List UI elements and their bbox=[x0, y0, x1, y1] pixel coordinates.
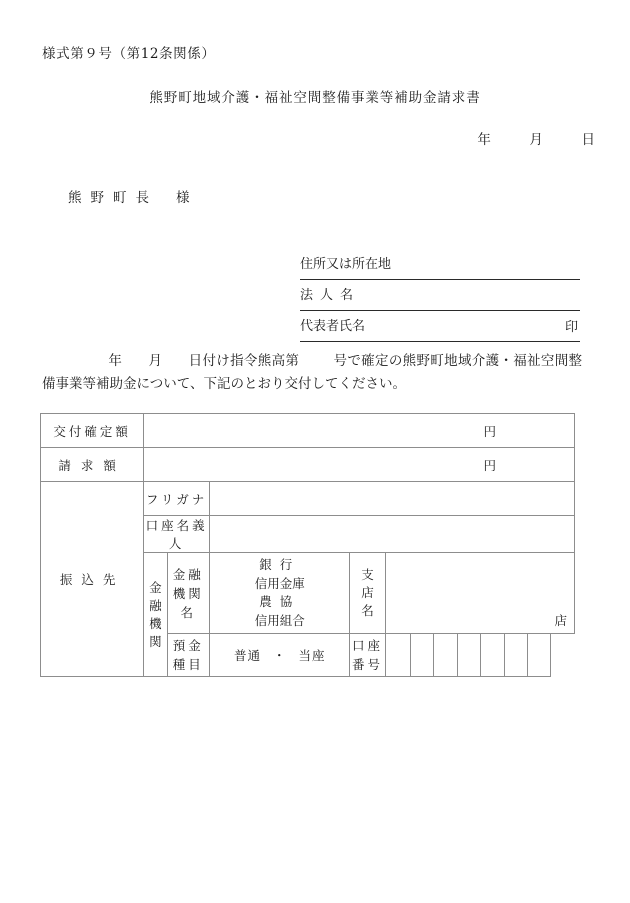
account-holder-value[interactable] bbox=[210, 516, 575, 553]
deposit-line-1: 預金 bbox=[172, 638, 204, 653]
account-number-digit[interactable] bbox=[411, 634, 434, 677]
claim-amount-value[interactable] bbox=[144, 448, 575, 482]
account-number-digit[interactable] bbox=[504, 634, 527, 677]
branch-char-1: 支 bbox=[361, 567, 374, 582]
deposit-option-separator: ・ bbox=[273, 648, 287, 663]
date-day: 日 bbox=[581, 132, 595, 148]
table-row bbox=[41, 482, 575, 516]
deposit-type-options[interactable] bbox=[210, 634, 350, 677]
determined-amount-label: 交付確定額 bbox=[41, 414, 144, 448]
date-line bbox=[0, 128, 595, 148]
transfer-destination-label: 振込先 bbox=[41, 482, 144, 677]
account-number-digit[interactable] bbox=[481, 634, 504, 677]
inst-line-3: 名 bbox=[180, 604, 197, 620]
addressee bbox=[68, 186, 199, 206]
page-title: 熊野町地域介護・福祉空間整備事業等補助金請求書 bbox=[149, 90, 481, 106]
address-label: 住所又は所在地 bbox=[300, 257, 392, 272]
corporation-name-field[interactable] bbox=[300, 283, 580, 311]
furigana-label: フリガナ bbox=[144, 482, 210, 516]
seal-icon: 印 bbox=[564, 320, 578, 335]
account-holder-label: 口座名義人 bbox=[144, 516, 210, 553]
representative-name-label: 代表者氏名 bbox=[300, 319, 366, 334]
branch-name-label bbox=[350, 553, 385, 634]
deposit-option-ordinary[interactable]: 普通 bbox=[234, 648, 262, 663]
fi-char-2: 融 bbox=[149, 597, 162, 613]
inst-line-1: 金融 bbox=[172, 566, 204, 582]
applicant-signature-block bbox=[300, 252, 580, 342]
branch-char-3: 名 bbox=[361, 603, 374, 618]
account-number-digit[interactable] bbox=[457, 634, 480, 677]
corporation-name-label: 法人名 bbox=[300, 288, 361, 303]
body-order-prefix: 日付け指令熊高第 bbox=[188, 353, 300, 369]
body-year: 年 bbox=[108, 353, 123, 369]
acct-line-2: 番号 bbox=[352, 657, 384, 672]
account-number-digit[interactable] bbox=[434, 634, 457, 677]
fi-char-1: 金 bbox=[149, 579, 162, 595]
fi-char-4: 関 bbox=[149, 633, 162, 649]
branch-char-2: 店 bbox=[361, 585, 374, 600]
bank-type-option-noukyo: 農協 bbox=[259, 594, 301, 609]
institution-name-label-lines bbox=[168, 565, 210, 622]
bank-type-option-shinkin: 信用金庫 bbox=[254, 575, 305, 591]
representative-name-field[interactable] bbox=[300, 314, 580, 342]
branch-name-input[interactable] bbox=[385, 553, 574, 634]
addressee-name: 熊野町長 bbox=[68, 190, 158, 206]
body-order-suffix: 号で確定の熊野町地域介護・福祉空間整備事業等補助金について、下記のとおり交付してください。 bbox=[42, 353, 583, 392]
bank-type-option-bank: 銀行 bbox=[259, 557, 301, 572]
date-year: 年 bbox=[477, 132, 491, 148]
branch-name-label-chars bbox=[350, 566, 384, 620]
addressee-honorific: 様 bbox=[176, 190, 199, 206]
account-number-digit[interactable] bbox=[528, 634, 551, 677]
claim-amount-label: 請求額 bbox=[41, 448, 144, 482]
deposit-option-current[interactable]: 当座 bbox=[298, 648, 326, 663]
account-number-label bbox=[350, 634, 385, 677]
determined-amount-value[interactable] bbox=[144, 414, 575, 448]
claim-table bbox=[40, 413, 575, 677]
financial-institution-label bbox=[144, 553, 167, 677]
date-month: 月 bbox=[529, 132, 543, 148]
deposit-type-label-lines bbox=[168, 636, 210, 674]
deposit-line-2: 種目 bbox=[172, 657, 204, 672]
table-row bbox=[41, 414, 575, 448]
account-number-digit[interactable] bbox=[385, 634, 411, 677]
currency-unit: 円 bbox=[483, 457, 496, 473]
table-row bbox=[41, 448, 575, 482]
fi-char-3: 機 bbox=[149, 615, 162, 631]
acct-line-1: 口座 bbox=[352, 638, 384, 653]
address-field[interactable] bbox=[300, 252, 580, 280]
furigana-value[interactable] bbox=[210, 482, 575, 516]
institution-name-label bbox=[167, 553, 210, 634]
deposit-type-label bbox=[167, 634, 210, 677]
bank-type-option-shinkumi: 信用組合 bbox=[254, 612, 305, 628]
institution-name-input[interactable] bbox=[210, 553, 350, 634]
inst-line-2: 機関 bbox=[172, 585, 204, 601]
currency-unit: 円 bbox=[483, 423, 496, 439]
financial-institution-label-chars bbox=[144, 579, 166, 651]
form-number: 様式第９号（第12条関係） bbox=[42, 46, 216, 62]
body-month: 月 bbox=[148, 353, 163, 369]
body-paragraph bbox=[42, 350, 582, 396]
branch-suffix: 店 bbox=[554, 613, 567, 628]
account-number-label-lines bbox=[350, 636, 384, 674]
